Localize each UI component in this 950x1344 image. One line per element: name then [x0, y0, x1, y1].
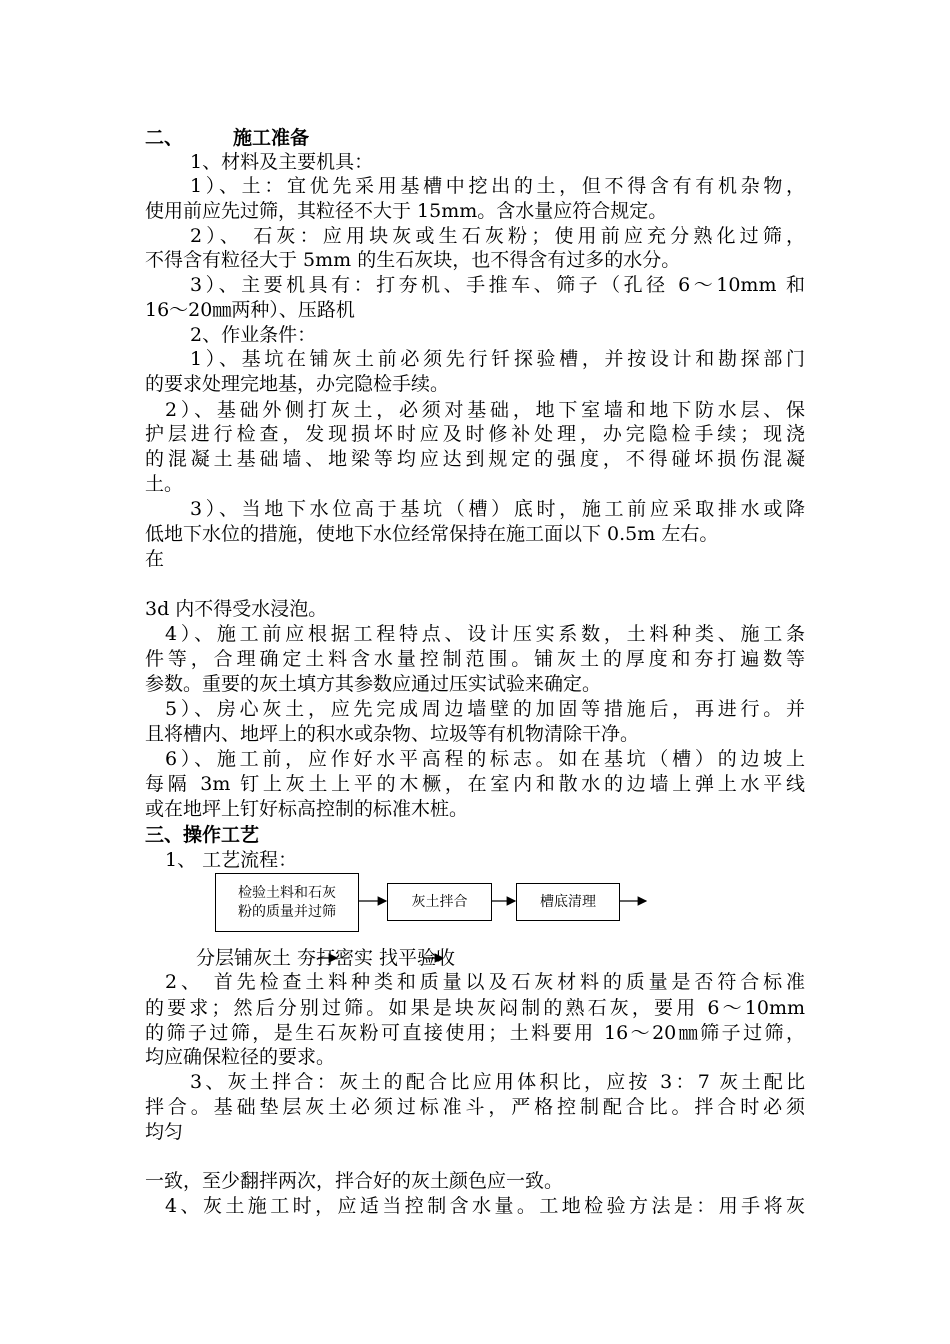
section-2-text-line: 5）、房心灰土，应先完成周边墙壁的加固等措施后，再进行。并	[165, 698, 805, 720]
section-heading-3: 三、操作工艺	[145, 824, 260, 846]
section-3-text-line: 均匀	[145, 1121, 184, 1143]
flow-step-inspect-line1: 检验土料和石灰	[238, 884, 336, 901]
section-2-text-line: 1）、土：宜优先采用基槽中挖出的土，但不得含有有机杂物，	[190, 175, 805, 197]
section-3-text-line: 一致，至少翻拌两次，拌合好的灰土颜色应一致。	[145, 1170, 564, 1192]
section-3-text-line: 拌合。基础垫层灰土必须过标准斗，严格控制配合比。拌合时必须	[145, 1096, 805, 1118]
section-2-text-line: 3d 内不得受水浸泡。	[145, 598, 328, 620]
section-2-text-line: 土。	[145, 473, 184, 495]
flow-step-mix: 灰土拌合	[387, 883, 492, 921]
section-2-text-line: 2）、 石灰：应用块灰或生石灰粉；使用前应充分熟化过筛，	[190, 225, 805, 247]
section-3-text-line: 4、灰土施工时，应适当控制含水量。工地检验方法是：用手将灰	[165, 1195, 805, 1217]
section-2-text-line: 2）、基础外侧打灰土，必须对基础，地下室墙和地下防水层、保	[165, 399, 805, 421]
flow-step-compact: 夯打密实	[297, 947, 374, 969]
section-2-text-line: 4）、施工前应根据工程特点、设计压实系数，土料种类、施工条	[165, 623, 805, 645]
section-2-text-line: 1）、基坑在铺灰土前必须先行钎探验槽，并按设计和勘探部门	[190, 348, 805, 370]
section-2-text-line: 参数。重要的灰土填方其参数应通过压实试验来确定。	[145, 673, 602, 695]
flow-step-layer: 分层铺灰土	[196, 947, 292, 969]
section-2-text-line: 在	[145, 548, 165, 570]
section-2-text-line: 且将槽内、地坪上的积水或杂物、垃圾等有机物清除干净。	[145, 723, 640, 745]
section-2-text-line: 件等，合理确定土料含水量控制范围。铺灰土的厚度和夯打遍数等	[145, 648, 805, 670]
flow-label: 1、 工艺流程：	[165, 849, 298, 871]
section-2-text-line: 3）、主要机具有：打夯机、手推车、筛子（孔径 6～10mm 和	[190, 274, 805, 296]
section-3-text-line: 3、灰土拌合：灰土的配合比应用体积比，应按 3：7 灰土配比	[190, 1071, 805, 1093]
section-2-text-line: 使用前应先过筛，其粒径不大于 15mm。含水量应符合规定。	[145, 200, 668, 222]
flow-step-level: 找平验收	[379, 947, 456, 969]
section-2-text-line: 2、作业条件：	[190, 324, 317, 346]
section-2-text-line: 低地下水位的措施，使地下水位经常保持在施工面以下 0.5m 左右。	[145, 523, 719, 545]
heading-number: 二、	[145, 127, 184, 149]
section-2-text-line: 的混凝土基础墙、地梁等均应达到规定的强度，不得碰坏损伤混凝	[145, 448, 805, 470]
section-2-text-line: 护层进行检查，发现损坏时应及时修补处理，办完隐检手续；现浇	[145, 423, 805, 445]
flow-row-2	[196, 946, 455, 970]
section-2-text-line: 每隔 3m 钉上灰土上平的木橛，在室内和散水的边墙上弹上水平线	[145, 773, 805, 795]
section-2-text-line: 或在地坪上钉好标高控制的标准木桩。	[145, 798, 469, 820]
flow-step-clean: 槽底清理	[516, 883, 620, 921]
section-2-text-line: 16～20㎜两种）、压路机	[145, 299, 355, 321]
section-3-text-line: 的要求；然后分别过筛。如果是块灰闷制的熟石灰，要用 6～10mm	[145, 997, 805, 1019]
flow-step-inspect-line2: 粉的质量并过筛	[238, 903, 336, 920]
section-3-text-line: 均应确保粒径的要求。	[145, 1046, 336, 1068]
section-3-text-line: 2、 首先检查土料种类和质量以及石灰材料的质量是否符合标准	[165, 971, 805, 993]
section-2-text-line: 1、材料及主要机具：	[190, 151, 374, 173]
section-2-text-line: 不得含有粒径大于 5mm 的生石灰块，也不得含有过多的水分。	[145, 249, 681, 271]
section-2-text-line: 3）、当地下水位高于基坑（槽）底时，施工前应采取排水或降	[190, 498, 805, 520]
section-2-text-line: 6）、施工前，应作好水平高程的标志。如在基坑（槽）的边坡上	[165, 748, 805, 770]
section-2-text-line: 的要求处理完地基，办完隐检手续。	[145, 373, 450, 395]
section-3-text-line: 的筛子过筛，是生石灰粉可直接使用；土料要用 16～20㎜筛子过筛，	[145, 1022, 805, 1044]
heading-text: 施工准备	[233, 127, 310, 149]
